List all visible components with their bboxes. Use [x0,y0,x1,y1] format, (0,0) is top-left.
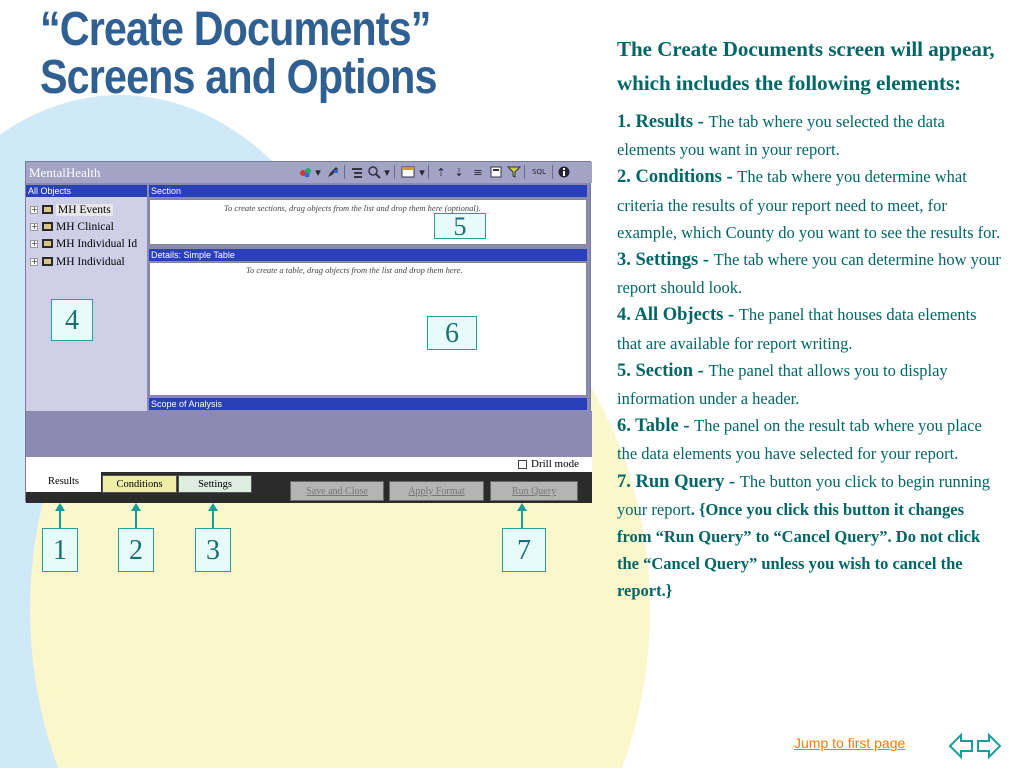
save-and-close-button[interactable]: Save and Close [290,481,384,501]
tab-settings[interactable]: Settings [178,475,252,493]
sort-descending-icon[interactable]: ⇣ [454,165,464,179]
intro-text: The Create Documents screen will appear, which includes the following elements: [617,37,995,95]
folder-icon [42,205,53,214]
expand-icon[interactable]: + [31,256,38,266]
drill-mode-checkbox[interactable] [518,460,527,469]
drill-mode-toggle[interactable] [518,458,579,470]
drill-mode-label: Drill mode [531,458,579,470]
run-query-button[interactable]: Run Query [490,481,578,501]
table-panel[interactable] [149,262,587,396]
toolbar-separator [394,165,395,179]
callout-2: 2 [118,528,154,572]
list-item-section: 5. Section - The panel that allows you to display information under a header. [617,360,948,409]
pointer-tip-1 [55,503,65,511]
navigation-arrows[interactable] [948,728,1002,764]
scope-header: Scope of Analysis [149,398,587,410]
outline-icon[interactable] [349,164,365,180]
table-hint: To create a table, drag objects from the list and drop them here. [246,265,463,275]
description-panel [617,32,1002,605]
pointer-1 [59,510,61,528]
pointer-tip-7 [517,503,527,511]
list-item-all-objects: 4. All Objects - The panel that houses data elements that are available for report writing. [617,305,977,353]
status-row [26,457,592,472]
run-query-warning: . {Once you click this button it changes from “Run Query” to “Cancel Query”. Do not click the “Cancel Query” unless you wish to cancel the report.} [617,499,981,601]
list-item-conditions: 2. Conditions - The tab where you determine what criteria the results of your report need to meet, for example, which County do you want to see the results for. [617,167,1001,242]
section-panel[interactable] [149,199,587,245]
callout-7: 7 [502,528,546,572]
toolbar-separator [428,165,429,179]
dropdown-arrow-icon[interactable]: ▾ [384,165,390,179]
sort-ascending-icon[interactable]: ⇡ [436,165,446,179]
callout-5: 5 [434,213,486,239]
list-icon[interactable]: ≡ [473,165,483,179]
window-title: MentalHealth [29,165,101,180]
window-titlebar [26,162,592,183]
element-list [617,108,1002,605]
toolbar-separator [552,165,553,179]
scope-panel [26,411,592,457]
tab-conditions[interactable]: Conditions [102,475,177,493]
dropdown-arrow-icon[interactable]: ▾ [419,165,425,179]
title-line-1: “Create Documents” [40,3,431,56]
title-line-2: Screens and Options [40,51,437,104]
filter-icon[interactable] [506,164,522,180]
sql-icon[interactable] [529,164,549,180]
callout-3: 3 [195,528,231,572]
apply-format-button[interactable]: Apply Format [389,481,484,501]
zoom-icon[interactable] [366,164,382,180]
tree-item-mh-clinical[interactable]: + MH Clinical [31,220,114,233]
pointer-2 [135,510,137,528]
expand-icon[interactable]: + [31,238,38,248]
color-palette-icon[interactable] [298,164,314,180]
dropdown-arrow-icon[interactable]: ▾ [315,165,321,179]
section-header: Section [149,185,587,197]
tree-item-mh-individual[interactable]: + MH Individual [31,255,125,268]
list-item-run-query: 7. Run Query - The button you click to begin running your report. {Once you click this button it changes from “Run Query” to “Cancel Query”. Do not click the “Cancel Query” unless you wish to cancel the report.} [617,471,991,601]
tab-results[interactable]: Results [26,472,101,492]
list-item-results: 1. Results - The tab where you selected the data elements you want in your report. [617,112,945,160]
folder-icon [42,239,53,248]
calculator-icon[interactable] [488,164,504,180]
slide-title [40,3,560,104]
info-icon[interactable] [556,164,572,180]
callout-1: 1 [42,528,78,572]
pointer-tip-2 [131,503,141,511]
back-arrow-icon[interactable] [950,735,972,757]
expand-icon[interactable]: + [31,204,38,214]
callout-4: 4 [51,299,93,341]
sql-label: SQL [532,168,546,176]
pencil-icon[interactable] [325,164,341,180]
forward-arrow-icon[interactable] [978,735,1000,757]
details-header: Details: Simple Table [149,249,587,261]
tree-item-mh-individual-id[interactable]: + MH Individual Id [31,237,138,250]
pointer-3 [212,510,214,528]
list-item-settings: 3. Settings - The tab where you can determine how your report should look. [617,250,1001,298]
section-hint: To create sections, drag objects from the list and drop them here (optional). [224,203,481,213]
folder-icon [42,257,53,266]
pointer-tip-3 [208,503,218,511]
callout-6: 6 [427,316,477,350]
pointer-7 [521,510,523,528]
expand-icon[interactable]: + [31,221,38,231]
all-objects-header: All Objects [26,185,147,197]
table-layout-icon[interactable] [400,164,416,180]
create-documents-window [25,161,591,502]
toolbar-separator [344,165,345,179]
list-item-table: 6. Table - The panel on the result tab where you place the data elements you have selected for your report. [617,416,982,464]
folder-icon [42,222,53,231]
tree-item-mh-events[interactable]: + MH Events [31,203,111,216]
jump-to-first-page-link[interactable]: Jump to first page [794,735,906,751]
toolbar-separator [524,165,525,179]
